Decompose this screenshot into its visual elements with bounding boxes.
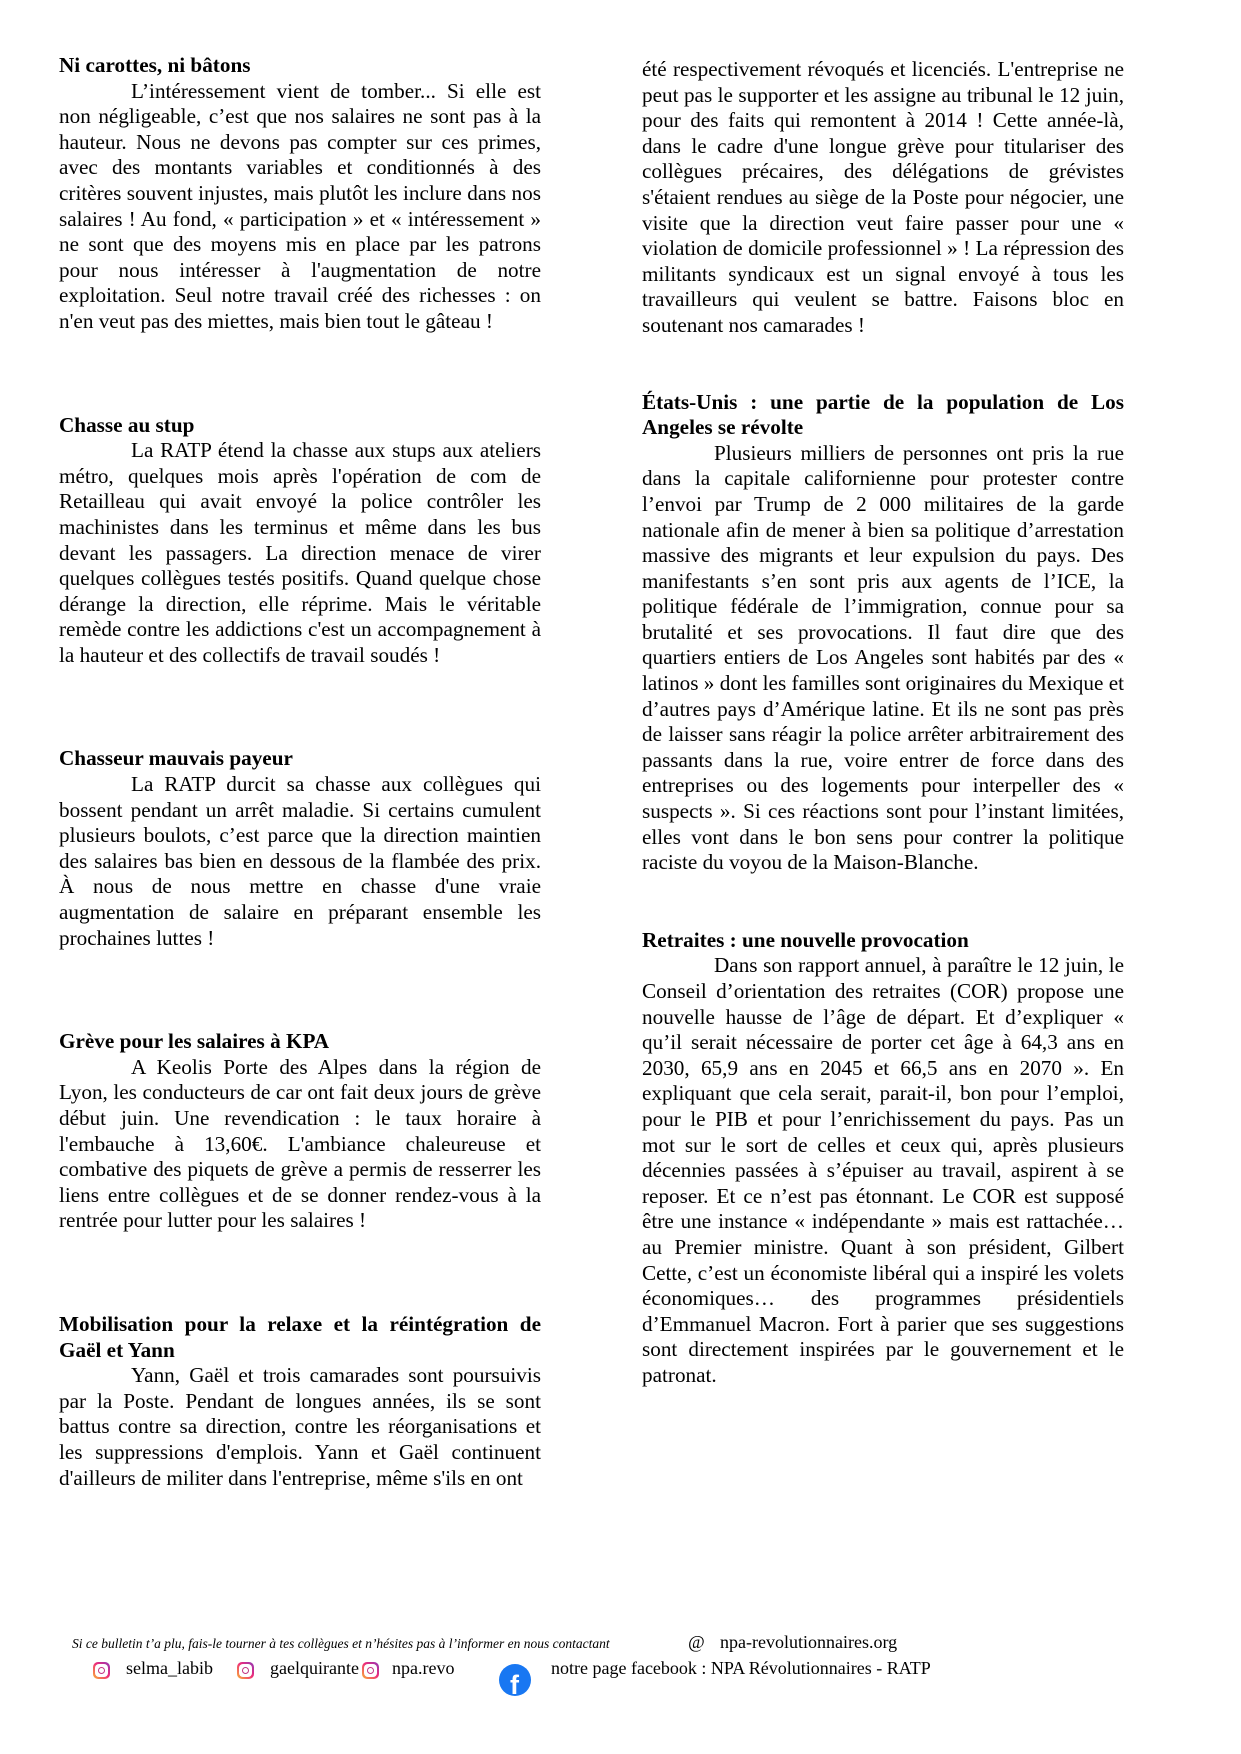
article-title: États-Unis : une partie de la population de Los Angeles se révolte <box>642 389 1124 440</box>
article-ni-carottes <box>59 53 541 335</box>
article-body: L’intéressement vient de tomber... Si elle est non négligeable, c’est que nos salaires ne sont pas à la hauteur. Nous ne devons pas compter sur ces primes, avec des montants variables et conditionnés à des critères souvent injustes, mais plutôt les inclure dans nos salaires ! Au fond, « participation » et « intéressement » ne sont que des moyens mis en place par les patrons pour nous intéresser à l'augmentation de notre exploitation. Seul notre travail créé des richesses : on n'en veut pas des miettes, mais bien tout le gâteau ! <box>59 78 541 333</box>
article-title: Retraites : une nouvelle provocation <box>642 927 969 952</box>
left-column <box>59 53 541 1491</box>
article-gael-et-yann-continued <box>642 57 1124 339</box>
article-body: été respectivement révoqués et licenciés. L'entreprise ne peut pas le supporter et les assigne au tribunal le 12 juin, pour des faits qui remontent à 2014 ! Cette année-là, dans le cadre d'une longue grève pour titulariser des collègues précaires, des délégations de grévistes s'étaient rendues au siège de la Poste pour négocier, une visite que la direction veut faire passer pour une « violation de domicile professionnel » ! La répression des militants syndicaux est un signal envoyé à tous les travailleurs qui veulent se battre. Faisons bloc en soutenant nos camarades ! <box>642 57 1124 337</box>
instagram-handle-npa[interactable]: npa.revo <box>392 1658 455 1678</box>
article-gael-et-yann <box>59 1312 541 1491</box>
article-title: Chasse au stup <box>59 412 195 437</box>
facebook-icon <box>499 1664 531 1696</box>
article-body: Dans son rapport annuel, à paraître le 12 juin, le Conseil d’orientation des retraites (COR) propose une nouvelle hausse de l’âge de départ. Et d’expliquer « qu’il serait nécessaire de porter cet âge à 64,3 ans en 2030, 65,9 ans en 2045 et 66,5 ans en 2070 ». En expliquant que cela serait, parait-il, bon pour l’emploi, pour le PIB et pour l’enrichissement du pays. Pas un mot sur le sort de celles et ceux qui, après plusieurs décennies passées à s’épuiser au travail, aspirent à se reposer. Et ce n’est pas étonnant. Le COR est supposé être une instance « indépendante » mais est rattachée… au Premier ministre. Quant à son président, Gilbert Cette, c’est un économiste libéral qui a inspiré les volets économiques… des programmes présidentiels d’Emmanuel Macron. Fort à parier que ses suggestions sont directement inspirées par le gouvernement et le patronat. <box>642 953 1124 1387</box>
article-etats-unis <box>642 390 1124 876</box>
instagram-icon <box>362 1662 379 1679</box>
article-body: La RATP étend la chasse aux stups aux ateliers métro, quelques mois après l'opération de com de Retailleau qui avait envoyé la police contrôler les machinistes dans les terminus et même dans les bus devant les passagers. La direction menace de virer quelques collègues testés positifs. Quand quelque chose dérange la direction, elle réprime. Mais le véritable remède contre les addictions c'est un accompagnement à la hauteur et des collectifs de travail soudés ! <box>59 438 541 667</box>
facebook-glyph: f <box>510 1670 519 1696</box>
article-body: A Keolis Porte des Alpes dans la région de Lyon, les conducteurs de car ont fait deux jours de grève début juin. Une revendication : le taux horaire à l'embauche à 13,60€. L'ambiance chaleureuse et combative des piquets de grève a permis de resserrer les liens entre collègues et de se donner rendez-vous à la rentrée pour lutter pour les salaires ! <box>59 1054 541 1233</box>
article-title: Chasseur mauvais payeur <box>59 746 293 771</box>
article-retraites <box>642 928 1124 1389</box>
website-link[interactable]: npa-revolutionnaires.org <box>720 1632 898 1652</box>
article-title: Ni carottes, ni bâtons <box>59 53 251 77</box>
article-body: Plusieurs milliers de personnes ont pris la rue dans la capitale californienne pour protester contre l’envoi par Trump de 2 000 militaires de la garde nationale afin de mener à bien sa politique d’arrestation massive des migrants et leur expulsion du pays. Des manifestants s’en sont pris aux agents de l’ICE, la politique fédérale de l’immigration, connue pour sa brutalité et ses provocations. Il faut dire que des quartiers entiers de Los Angeles sont habités par des « latinos » dont les familles sont originaires du Mexique et d’autres pays d’Amérique latine. Et ils ne sont pas près de laisser sans réagir la police arrêter arbitrairement des passants dans la rue, voire entrer de force dans des entreprises ou des logements pour interpeller des « suspects ». Si ces réactions sont pour l’instant limitées, elles vont dans le bon sens pour contrer la politique raciste du voyou de la Maison-Blanche. <box>642 440 1124 875</box>
article-chasse-au-stup <box>59 413 541 669</box>
footer-message: Si ce bulletin t’a plu, fais-le tourner à tes collègues et n’hésites pas à l’informer en nous contactant <box>72 1636 610 1651</box>
article-greve-kpa <box>59 1029 541 1234</box>
instagram-handle-gael[interactable]: gaelquirante <box>270 1658 359 1678</box>
facebook-page-link[interactable]: notre page facebook : NPA Révolutionnaires - RATP <box>551 1658 931 1678</box>
instagram-handle-selma[interactable]: selma_labib <box>126 1658 213 1678</box>
at-icon: @ <box>688 1632 705 1652</box>
article-body: Yann, Gaël et trois camarades sont poursuivis par la Poste. Pendant de longues années, ils se sont battus contre sa direction, contre les réorganisations et les suppressions d'emplois. Yann et Gaël continuent d'ailleurs de militer dans l'entreprise, même s'ils en ont <box>59 1363 541 1490</box>
article-body: La RATP durcit sa chasse aux collègues qui bossent pendant un arrêt maladie. Si certains cumulent plusieurs boulots, c’est parce que la direction maintien des salaires bas bien en dessous de la flambée des prix. À nous de nous mettre en chasse d'une vraie augmentation de salaire en préparant ensemble les prochaines luttes ! <box>59 772 541 950</box>
instagram-icon <box>93 1662 110 1679</box>
social-links <box>0 1658 1241 1696</box>
right-column <box>642 57 1124 1389</box>
article-title: Mobilisation pour la relaxe et la réintégration de Gaël et Yann <box>59 1311 541 1362</box>
article-chasseur-mauvais-payeur <box>59 746 541 951</box>
article-title: Grève pour les salaires à KPA <box>59 1029 330 1054</box>
instagram-icon <box>237 1662 254 1679</box>
